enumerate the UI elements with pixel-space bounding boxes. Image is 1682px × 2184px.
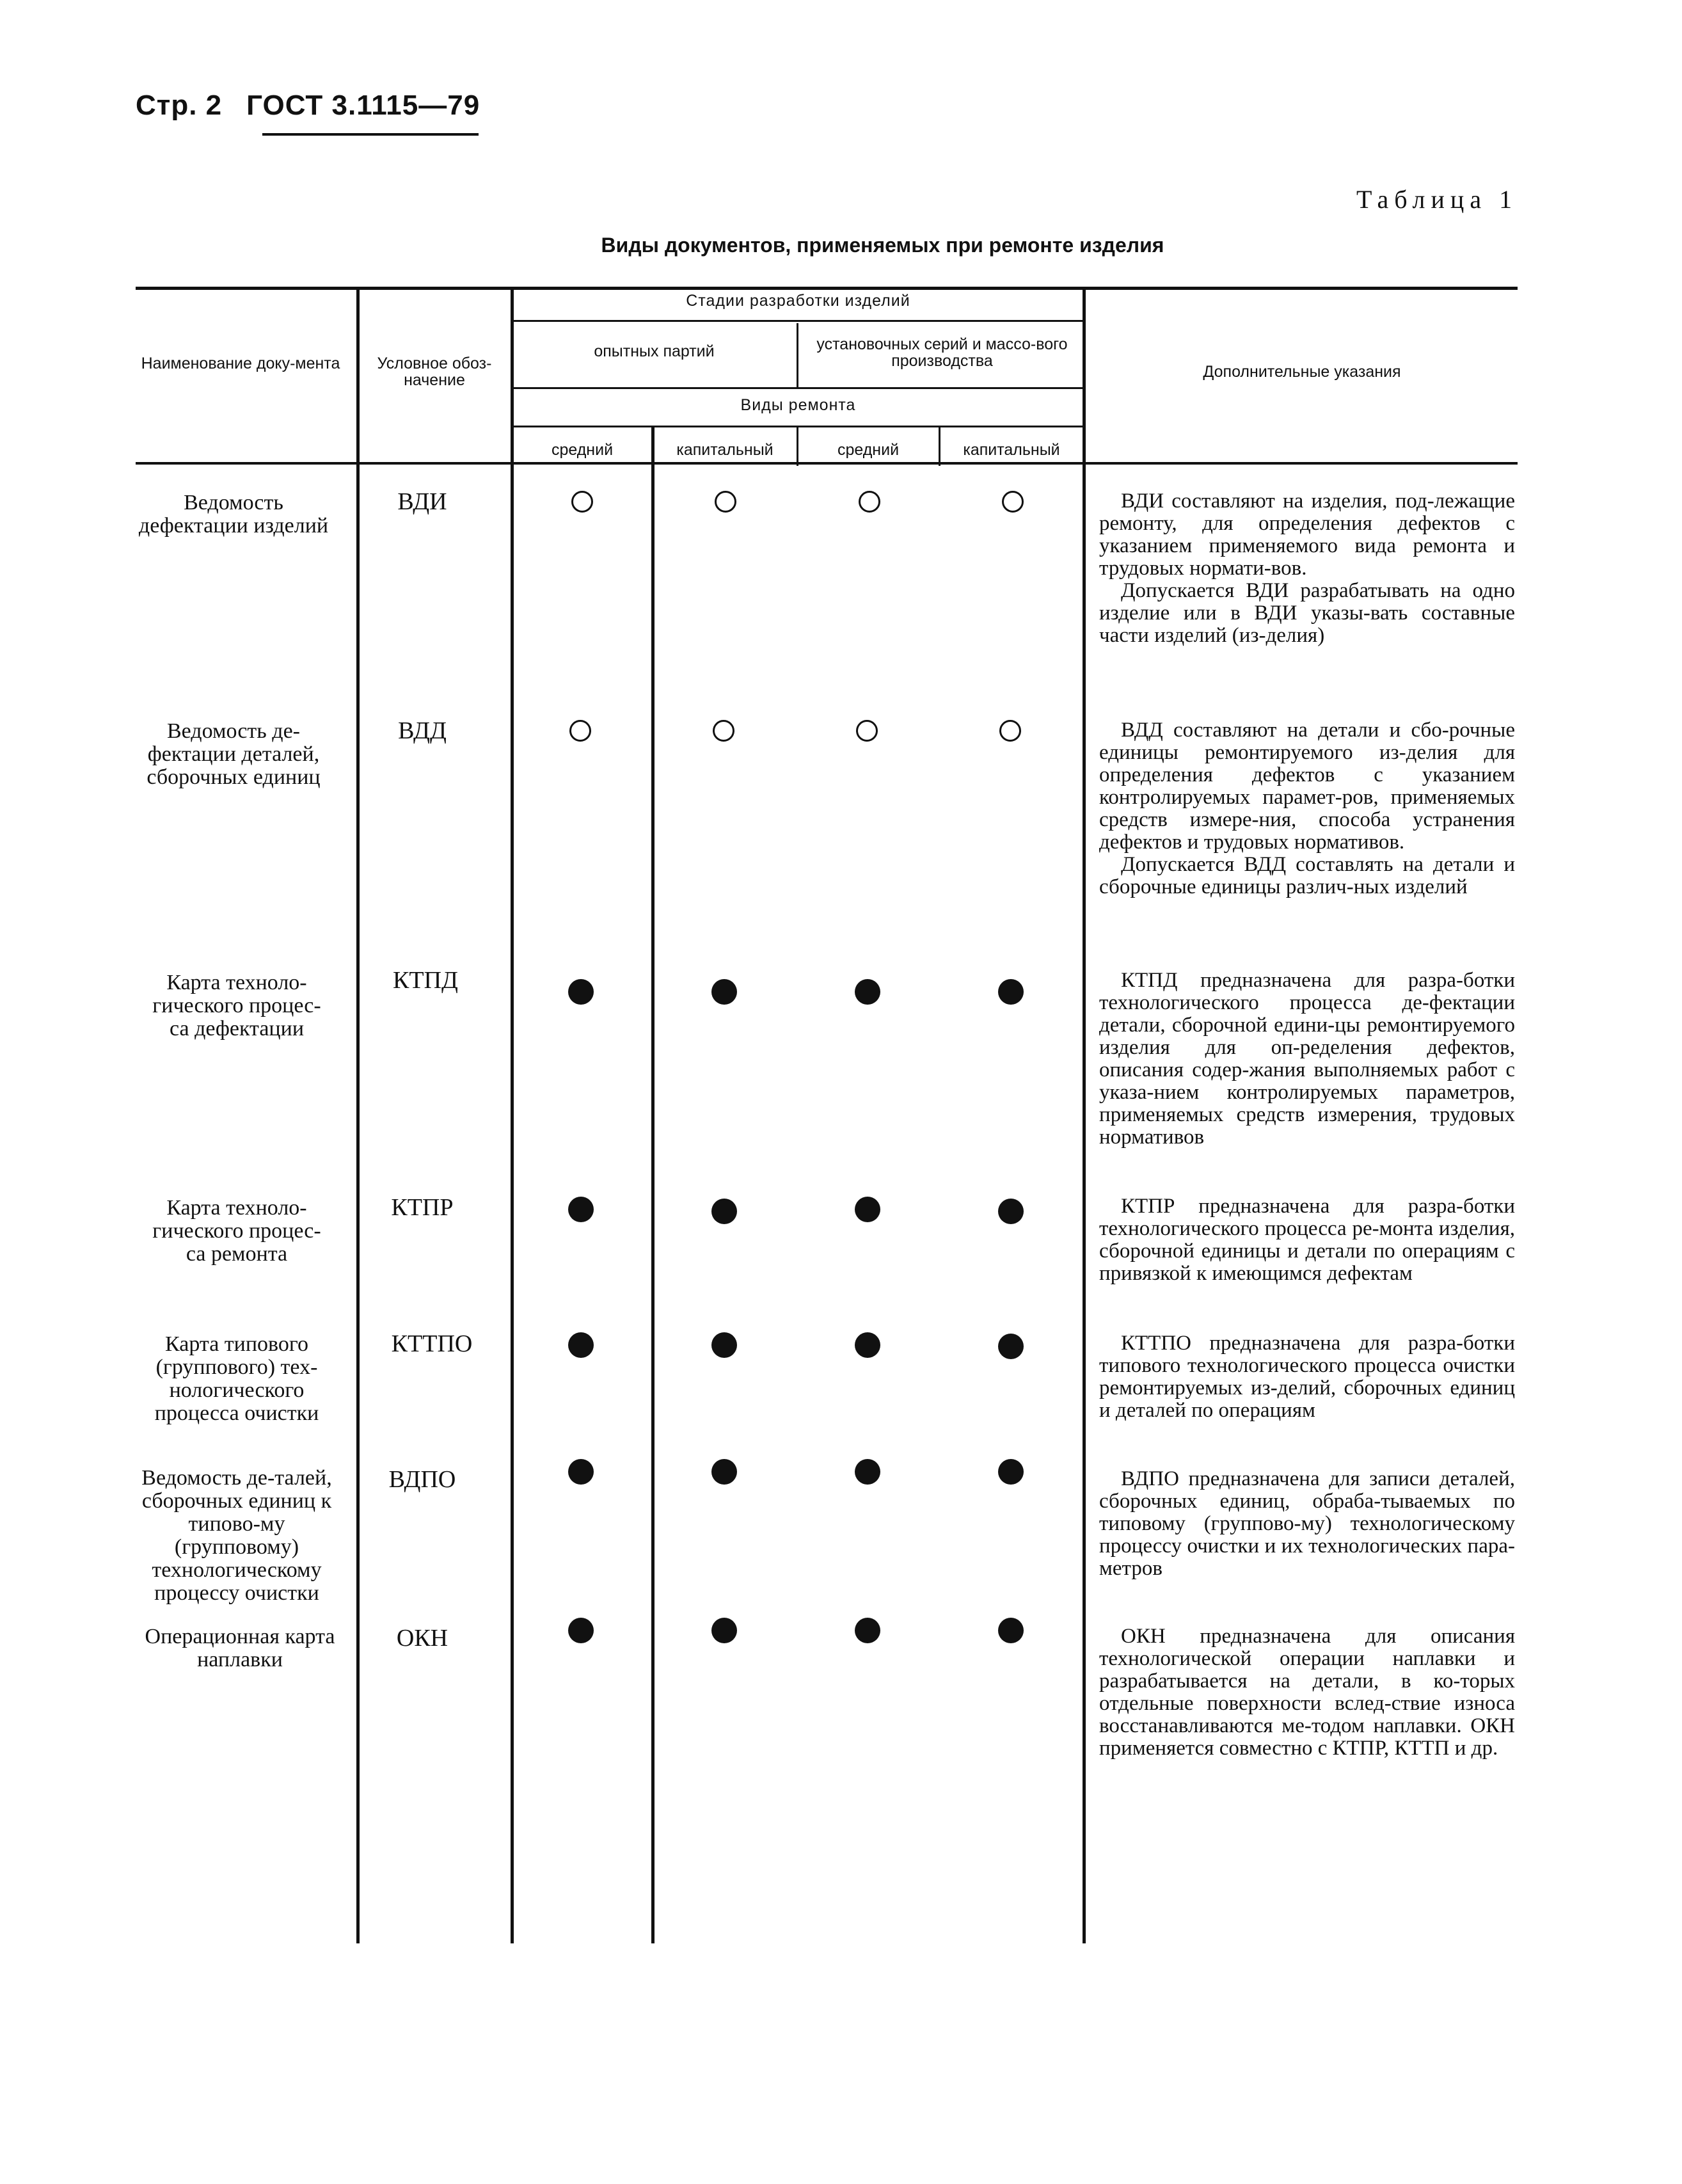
mark-filled [855, 1618, 880, 1643]
row-notes [1099, 969, 1515, 1149]
row-name: Ведомость де-фектации деталей, сборочных единиц [147, 719, 321, 790]
header-code: Условное обоз-начение [377, 355, 492, 390]
header-name: Наименование доку-мента [141, 355, 340, 372]
row-notes [1099, 1195, 1515, 1285]
col-divider-4 [797, 323, 798, 387]
header-stages: Стадии разработки изделий [686, 292, 910, 310]
table-top-rule [136, 287, 1518, 290]
row-notes [1099, 1625, 1515, 1760]
mark-open [569, 720, 591, 742]
mark-filled [998, 1618, 1024, 1643]
table-title: Виды документов, применяемых при ремонте изделия [601, 234, 1164, 257]
mark-filled [568, 1459, 594, 1485]
note-paragraph: ВДИ составляют на изделия, под-лежащие ремонту, для определения дефектов с указанием применяемого вида ремонта и трудовых нормати-вов. [1099, 490, 1515, 580]
page-label: Стр. 2 [136, 90, 223, 121]
mark-filled [711, 1199, 737, 1224]
mark-filled [568, 1197, 594, 1222]
row-code: КТПР [391, 1194, 454, 1221]
mark-open [999, 720, 1021, 742]
header-medium-1: средний [551, 441, 614, 459]
note-paragraph: ВДД составляют на детали и сбо-рочные единицы ремонтируемого из-делия для определения дефектов с указанием контролируемых парамет-ров, применяемых средств измере-ния, способа устранения дефектов и трудовых нормативов. [1099, 719, 1515, 854]
mark-open [715, 491, 736, 513]
note-paragraph: ВДПО предназначена для записи деталей, сборочных единиц, обраба-тываемых по типовому (группово-му) технологическому процессу очистки и их технологических пара-метров [1099, 1467, 1515, 1580]
header-capital-1: капитальный [676, 441, 774, 459]
col-divider-2 [511, 289, 514, 1943]
mark-filled [998, 979, 1024, 1005]
mark-filled [568, 1618, 594, 1643]
col-divider-1 [356, 289, 360, 1943]
row-notes [1099, 1468, 1515, 1580]
header-bottom-rule [136, 462, 1518, 465]
stages-rule [512, 320, 1083, 322]
row-name: Карта техноло-гического процес-са ремонта [152, 1196, 321, 1266]
note-paragraph: КТПР предназначена для разра-ботки технологического процесса ре-монта изделия, сборочной единицы и детали по операциям с привязкой к имеющимся дефектам [1099, 1195, 1515, 1285]
note-paragraph: Допускается ВДИ разрабатывать на одно изделие или в ВДИ указы-вать составные части изделий (из-делия) [1099, 578, 1515, 647]
mark-filled [711, 1332, 737, 1358]
row-notes [1099, 1332, 1515, 1422]
col-divider-6 [1083, 289, 1086, 1943]
mark-filled [711, 1618, 737, 1643]
col-divider-5 [939, 427, 940, 466]
header-pilot: опытных партий [594, 342, 715, 360]
mark-open [856, 720, 878, 742]
col-divider-4b [797, 427, 798, 466]
mark-open [1002, 491, 1024, 513]
row-code: ВДИ [397, 488, 447, 515]
mark-filled [998, 1199, 1024, 1224]
mark-filled [711, 1459, 737, 1485]
header-underline [262, 133, 479, 136]
note-paragraph: КТТПО предназначена для разра-ботки типового технологического процесса очистки ремонтируемых из-делий, сборочных единиц и деталей по операциям [1099, 1332, 1515, 1422]
row-name: Операционная карта наплавки [145, 1625, 335, 1672]
mark-open [859, 491, 880, 513]
row-code: ОКН [396, 1625, 448, 1652]
mark-filled [998, 1334, 1024, 1359]
row-name: Карта техноло-гического процес-са дефектации [152, 971, 321, 1041]
mark-open [571, 491, 593, 513]
mark-filled [855, 1459, 880, 1485]
col-divider-3 [651, 427, 655, 1943]
note-paragraph: Допускается ВДД составлять на детали и сборочные единицы различ-ных изделий [1099, 852, 1515, 898]
note-paragraph: КТПД предназначена для разра-ботки технологического процесса де-фектации детали, сборочной едини-цы ремонтируемого изделия для оп-ределения дефектов, описания содер-жания выполняемых работ с указа-нием контролируемых параметров, применяемых средств измерения, трудовых нормативов [1099, 969, 1515, 1149]
mark-filled [568, 1332, 594, 1358]
mark-filled [711, 979, 737, 1005]
table-number: Таблица 1 [1356, 185, 1518, 214]
mark-open [713, 720, 734, 742]
row-notes [1099, 490, 1515, 647]
header-capital-2: капитальный [963, 441, 1060, 459]
mark-filled [568, 979, 594, 1005]
row-name: Ведомость де-талей, сборочных единиц к типово-му (групповому) технологическому процессу очистки [141, 1466, 332, 1606]
row-notes [1099, 719, 1515, 898]
page-header [136, 90, 504, 122]
header-notes: Дополнительные указания [1203, 363, 1401, 381]
row-code: ВДД [398, 717, 447, 744]
row-code: КТТПО [391, 1330, 473, 1357]
row-name: Карта типового (группового) тех-нологического процесса очистки [154, 1332, 319, 1426]
mark-filled [855, 1197, 880, 1222]
header-repair-types: Виды ремонта [740, 396, 856, 414]
mark-filled [855, 1332, 880, 1358]
note-paragraph: ОКН предназначена для описания технологической операции наплавки и разрабатывается на детали, в ко-торых отдельные поверхности вслед-ствие износа восстанавливаются ме-тодом наплавки. ОКН применяется совместно с КТПР, КТТП и др. [1099, 1625, 1515, 1760]
subgroups-rule [512, 387, 1083, 389]
header-medium-2: средний [837, 441, 900, 459]
header-serial: установочных серий и массо-вого производства [816, 335, 1068, 371]
row-name: Ведомость дефектации изделий [138, 491, 329, 538]
row-code: ВДПО [388, 1466, 456, 1493]
mark-filled [855, 979, 880, 1005]
standard-designation: ГОСТ 3.1115—79 [246, 90, 480, 121]
row-code: КТПД [393, 967, 458, 994]
mark-filled [998, 1459, 1024, 1485]
